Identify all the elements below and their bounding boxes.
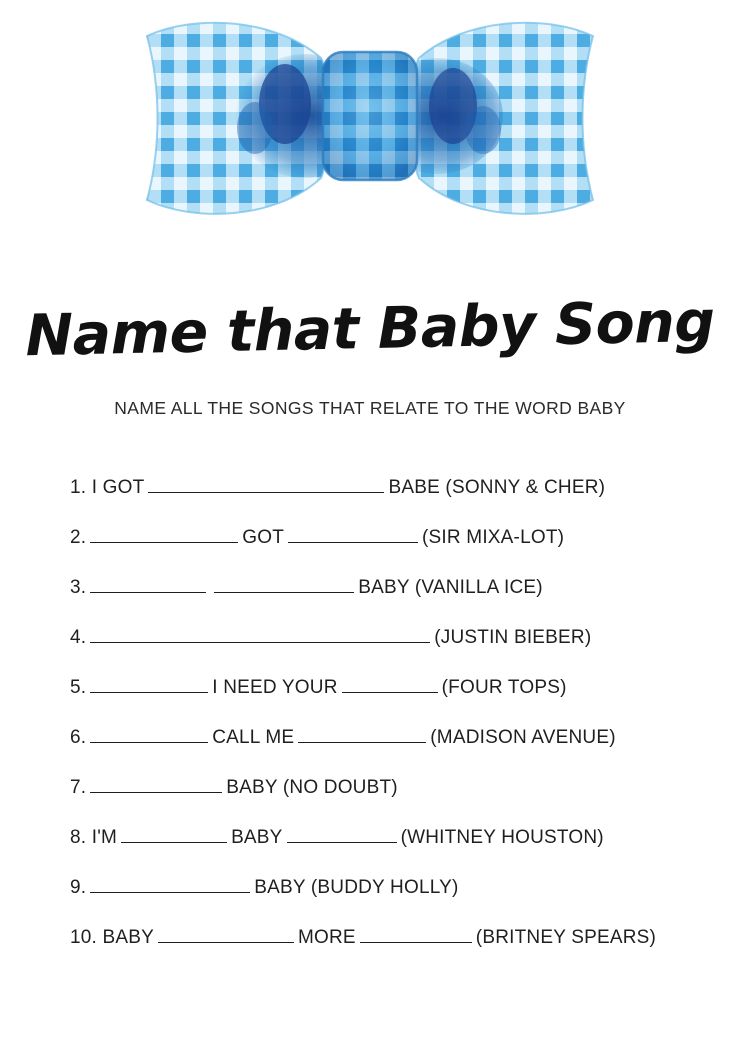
- answer-blank[interactable]: [342, 678, 438, 693]
- answer-blank[interactable]: [288, 528, 418, 543]
- question-row: [70, 662, 690, 712]
- question-text: BABY (NO DOUBT): [226, 776, 398, 798]
- question-text: BABY: [231, 826, 283, 848]
- question-row: [70, 762, 690, 812]
- question-text: (FOUR TOPS): [441, 676, 567, 698]
- question-row: [70, 862, 690, 912]
- bow-tie-icon: [135, 8, 605, 248]
- answer-blank[interactable]: [360, 928, 472, 943]
- question-text: (MADISON AVENUE): [430, 726, 616, 748]
- question-text: 9.: [70, 876, 87, 898]
- question-text: I NEED YOUR: [212, 676, 338, 698]
- question-text: 10. BABY: [70, 926, 154, 948]
- page-title: Name that Baby Song: [24, 288, 716, 370]
- question-text: 5.: [70, 676, 87, 698]
- answer-blank[interactable]: [90, 778, 222, 793]
- question-text: MORE: [297, 926, 356, 948]
- page-subtitle: NAME ALL THE SONGS THAT RELATE TO THE WORD BABY: [114, 398, 626, 418]
- answer-blank[interactable]: [298, 728, 426, 743]
- question-text: 8. I'M: [70, 826, 118, 848]
- question-list: [70, 462, 690, 962]
- bow-knot: [323, 52, 417, 180]
- question-text: CALL ME: [212, 726, 295, 748]
- question-text: (BRITNEY SPEARS): [475, 926, 657, 948]
- question-text: 7.: [70, 776, 87, 798]
- bow-tie-illustration: [0, 8, 740, 258]
- answer-blank[interactable]: [90, 728, 208, 743]
- answer-blank[interactable]: [158, 928, 294, 943]
- question-text: BABY (VANILLA ICE): [358, 576, 543, 598]
- question-row: [70, 612, 690, 662]
- question-text: 3.: [70, 576, 87, 598]
- answer-blank[interactable]: [90, 878, 250, 893]
- answer-blank[interactable]: [90, 678, 208, 693]
- question-row: [70, 912, 690, 962]
- answer-blank[interactable]: [90, 578, 206, 593]
- question-row: [70, 562, 690, 612]
- question-text: BABY (BUDDY HOLLY): [254, 876, 459, 898]
- question-row: [70, 512, 690, 562]
- answer-blank[interactable]: [148, 478, 384, 493]
- question-text: 4.: [70, 626, 87, 648]
- question-text: (JUSTIN BIEBER): [434, 626, 592, 648]
- question-text: 2.: [70, 526, 87, 548]
- answer-blank[interactable]: [287, 828, 397, 843]
- question-text: BABE (SONNY & CHER): [388, 476, 606, 498]
- question-row: [70, 812, 690, 862]
- question-text: GOT: [242, 526, 285, 548]
- question-row: [70, 712, 690, 762]
- question-row: [70, 462, 690, 512]
- question-text: (SIR MIXA-LOT): [422, 526, 565, 548]
- question-text: 6.: [70, 726, 87, 748]
- answer-blank[interactable]: [121, 828, 227, 843]
- question-text: 1. I GOT: [70, 476, 145, 498]
- answer-blank[interactable]: [90, 628, 430, 643]
- answer-blank[interactable]: [214, 578, 354, 593]
- answer-blank[interactable]: [90, 528, 238, 543]
- question-text: (WHITNEY HOUSTON): [400, 826, 604, 848]
